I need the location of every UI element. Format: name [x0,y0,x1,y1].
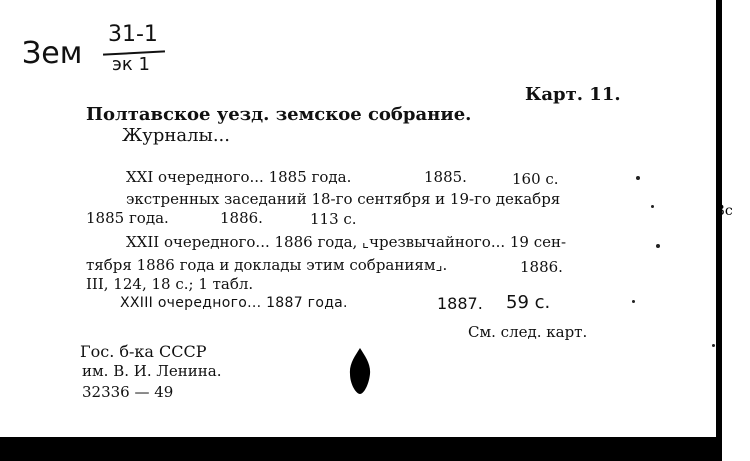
library-line-1: Гос. б-ка СССР [80,342,207,361]
handwritten-code-denominator: эк 1 [112,54,150,75]
speck-mark [636,176,640,180]
right-edge-strip [722,0,750,461]
library-number: 32336 — 49 [82,383,174,401]
entry-xxii-pagination: III, 124, 18 с.; 1 табл. [86,275,254,293]
entry-xxi: XXI очередного... 1885 года. [126,168,352,186]
speck-mark [632,300,635,303]
entry-xxii-line-1: XXII очередного... 1886 года, ⌞чрезвычайного... 19 сен- [126,233,567,251]
entry-extra-year: 1886. [220,209,263,227]
entry-xxi-year: 1885. [424,168,467,186]
entry-extra-line-2: 1885 года. [86,209,169,227]
heading-line-2: Журналы... [122,125,230,146]
speck-mark [712,344,715,347]
handwritten-code-left: Зем [22,36,83,71]
handwritten-code-numerator: 31-1 [108,22,158,47]
handwritten-entry-year: 1887. [437,294,483,313]
entry-xxi-pages: 160 с. [512,170,559,188]
library-line-2: им. В. И. Ленина. [82,362,222,380]
edge-text: 3с [716,203,733,219]
speck-mark [656,244,660,248]
entry-xxii-line-2: тября 1886 года и доклады этим собраниям⌟. [86,256,448,274]
entry-extra-line-1: экстренных заседаний 18-го сентября и 19-го декабря [126,190,561,208]
heading-line-1: Полтавское уезд. земское собрание. [86,104,472,125]
handwritten-entry-xxiii: XXIII очередного... 1887 года. [120,295,348,311]
entry-extra-pages: 113 с. [310,210,357,228]
speck-mark [651,205,654,208]
entry-xxii-year: 1886. [520,258,563,276]
handwritten-entry-pages: 59 с. [506,292,551,313]
ink-blot-icon [349,348,371,394]
see-next-card: См. след. карт. [468,323,588,341]
card-number: Карт. 11. [525,84,621,105]
